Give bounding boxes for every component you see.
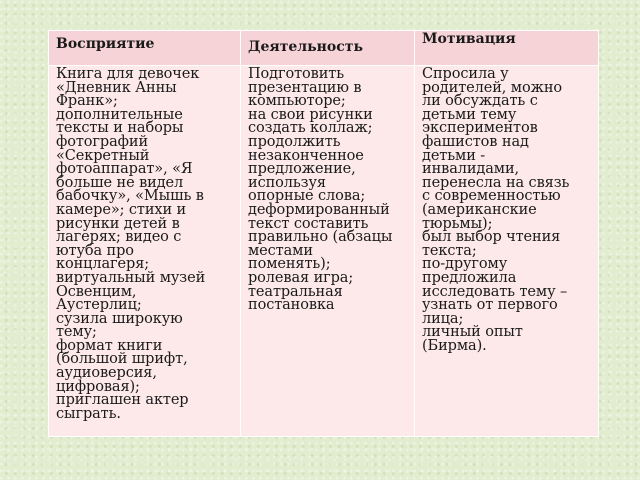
cell-line: узнать от первого (422, 297, 558, 314)
cell-line: фотоаппарат», «Я (56, 161, 193, 178)
cell-line: Подготовить (248, 66, 345, 82)
cell-line: фотографий (56, 133, 149, 150)
cell-line: используя (248, 174, 326, 191)
cell-line: театральная (248, 283, 343, 300)
cell-line: тюрьмы); (422, 215, 493, 232)
cell-line: правильно (абзацы (248, 229, 393, 246)
cell-line: Спросила у (422, 66, 509, 82)
cell-line: сузила широкую (56, 310, 183, 327)
cell-line: экспериментов (422, 120, 538, 137)
cell-line: местами (248, 242, 313, 259)
cell-line: опорные слова; (248, 188, 366, 205)
cell-line: сыграть. (56, 405, 121, 422)
cell-line: детьми тему (422, 106, 517, 123)
cell-line: ютуба про (56, 242, 134, 259)
cell-line: Освенцим, (56, 283, 137, 300)
cell-line: ли обсуждать с (422, 93, 538, 110)
cell-line: формат книги (56, 337, 163, 354)
header-row (49, 31, 599, 66)
cell-line: незаконченное (248, 147, 364, 164)
cell-perception (49, 66, 241, 437)
cell-line: тему; (56, 324, 97, 341)
cell-activity (241, 66, 415, 437)
cell-line: детьми - (422, 147, 486, 164)
cell-line: лица; (422, 310, 464, 327)
cell-line: компьюторе; (248, 93, 346, 110)
cell-line: с современностью (422, 188, 561, 205)
cell-line: предложение, (248, 161, 356, 178)
cell-line: концлагеря; (56, 256, 150, 273)
body-row (49, 66, 599, 437)
cell-line: ролевая игра; (248, 269, 354, 286)
cell-line: создать коллаж; (248, 120, 373, 137)
cell-line: текст составить (248, 215, 369, 232)
cell-line: личный опыт (422, 324, 523, 341)
cell-line: цифровая); (56, 378, 140, 395)
cell-line: Аустерлиц; (56, 297, 142, 314)
cell-line: Франк»; (56, 93, 118, 110)
cell-line: фашистов над (422, 133, 529, 150)
cell-motivation (415, 66, 599, 437)
cell-line: «Дневник Анны (56, 79, 177, 96)
cell-line: по-другому (422, 256, 508, 273)
cell-line: аудиоверсия, (56, 365, 157, 382)
cell-line: поменять); (248, 256, 331, 273)
cell-line: камере»; стихи и (56, 201, 187, 218)
cell-line: был выбор чтения (422, 229, 561, 246)
cell-line: продолжить (248, 133, 341, 150)
cell-line: больше не видел (56, 174, 184, 191)
cell-line: бабочку», «Мышь в (56, 188, 204, 205)
cell-line: (американские (422, 201, 537, 218)
cell-line: текста; (422, 242, 477, 259)
cell-line: приглашен актер (56, 392, 189, 409)
cell-line: предложила (422, 269, 517, 286)
header-activity: Деятельность (241, 31, 415, 66)
cell-line: дополнительные (56, 106, 183, 123)
cell-line: исследовать тему – (422, 283, 568, 300)
cell-line: на свои рисунки (248, 106, 373, 123)
cell-line: (Бирма). (422, 337, 487, 354)
cell-line: родителей, можно (422, 79, 563, 96)
cell-line: «Секретный (56, 147, 150, 164)
header-motivation: Мотивация (415, 31, 599, 66)
header-perception: Восприятие (49, 31, 241, 66)
cell-line: постановка (248, 297, 335, 314)
cell-line: инвалидами, (422, 161, 520, 178)
cell-line: рисунки детей в (56, 215, 180, 232)
cell-line: тексты и наборы (56, 120, 184, 137)
cell-line: Книга для девочек (56, 66, 200, 82)
content-table (48, 30, 599, 437)
cell-line: (большой шрифт, (56, 351, 188, 368)
cell-line: деформированный (248, 201, 390, 218)
cell-line: презентацию в (248, 79, 362, 96)
cell-line: виртуальный музей (56, 269, 206, 286)
cell-line: перенесла на связь (422, 174, 570, 191)
cell-line: лагерях; видео с (56, 229, 182, 246)
